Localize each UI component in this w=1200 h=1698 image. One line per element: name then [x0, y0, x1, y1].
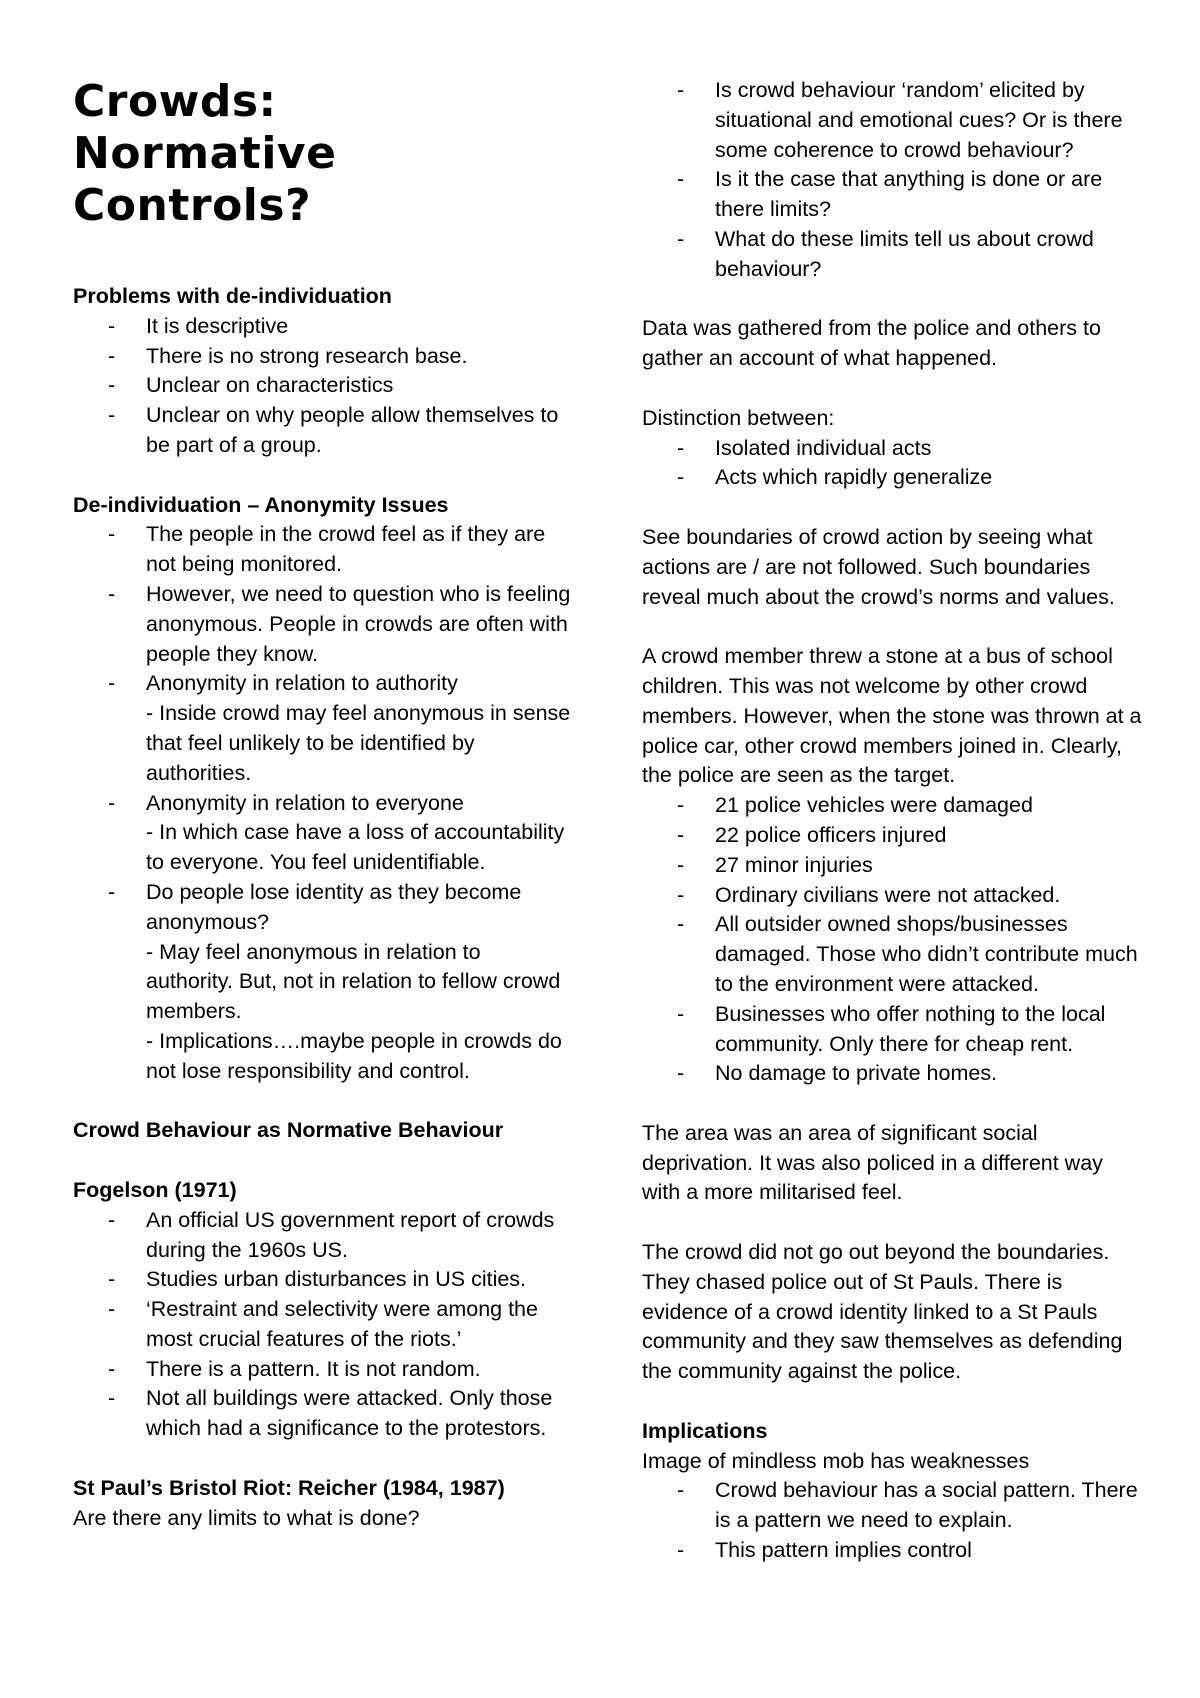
list-item-text: The people in the crowd feel as if they are not being monitored. [146, 522, 546, 577]
bullet-list [642, 1476, 1142, 1565]
list-item-subtext: - Implications….maybe people in crowds do not lose responsibility and control. [146, 1028, 562, 1083]
list-item: - Businesses who offer nothing to the local community. Only there for cheap rent. [715, 1000, 1142, 1060]
list-item: - What do these limits tell us about crowd behaviour? [715, 225, 1142, 285]
bullet-list [642, 76, 1142, 285]
list-item-subtext: - In which case have a loss of accountability to everyone. You feel unidentifiable. [146, 820, 565, 875]
section-heading: Implications [642, 1418, 768, 1443]
list-item [146, 789, 573, 878]
page-title [73, 76, 573, 232]
section-heading: De-individuation – Anonymity Issues [73, 492, 449, 517]
list-item: - Studies urban disturbances in US cities. [146, 1265, 573, 1295]
list-item: - ‘Restraint and selectivity were among the most crucial features of the riots.’ [146, 1295, 573, 1355]
list-item-text: Anonymity in relation to authority [146, 671, 458, 696]
paragraph: Distinction between: [642, 405, 835, 430]
list-item-text: Anonymity in relation to everyone [146, 790, 464, 815]
list-item: - This pattern implies control [715, 1536, 1142, 1566]
paragraph: See boundaries of crowd action by seeing what actions are / are not followed. Such boundaries reveal much about the crowd’s norms and values. [642, 524, 1115, 609]
list-item: - No damage to private homes. [715, 1059, 1142, 1089]
list-item: - 27 minor injuries [715, 851, 1142, 881]
list-item: - It is descriptive [146, 312, 573, 342]
list-item-text: However, we need to question who is feeling anonymous. People in crowds are often with people they know. [146, 581, 571, 666]
paragraph: Data was gathered from the police and others to gather an account of what happened. [642, 316, 1101, 371]
list-item [146, 878, 573, 1087]
right-column [642, 76, 1142, 1566]
title-line: Controls? [73, 180, 312, 231]
list-item [146, 669, 573, 788]
list-item-subtext: - Inside crowd may feel anonymous in sense that feel unlikely to be identified by authorities. [146, 701, 571, 785]
list-item: - There is a pattern. It is not random. [146, 1355, 573, 1385]
title-line: Normative [73, 128, 337, 179]
list-item: - 21 police vehicles were damaged [715, 791, 1142, 821]
list-item [146, 580, 573, 669]
list-item: - All outsider owned shops/businesses damaged. Those who didn’t contribute much to the environment were attacked. [715, 910, 1142, 999]
paragraph: A crowd member threw a stone at a bus of school children. This was not welcome by other crowd members. However, when the stone was thrown at a police car, other crowd members joined in. Clearly, the police are seen as the target. [642, 644, 1142, 788]
list-item: - 22 police officers injured [715, 821, 1142, 851]
paragraph: The area was an area of significant social deprivation. It was also policed in a different way with a more militarised feel. [642, 1120, 1103, 1205]
list-item: - Crowd behaviour has a social pattern. There is a pattern we need to explain. [715, 1476, 1142, 1536]
list-item: - Not all buildings were attacked. Only those which had a significance to the protestors. [146, 1384, 573, 1444]
list-item: - An official US government report of crowds during the 1960s US. [146, 1206, 573, 1266]
list-item-subtext: - May feel anonymous in relation to authority. But, not in relation to fellow crowd members. [146, 939, 561, 1024]
section-heading: St Paul’s Bristol Riot: Reicher (1984, 1987) [73, 1475, 505, 1500]
list-item: - Is crowd behaviour ‘random’ elicited by situational and emotional cues? Or is there some coherence to crowd behaviour? [715, 76, 1142, 165]
section-heading: Problems with de-individuation [73, 284, 392, 308]
list-item [146, 520, 573, 580]
paragraph: The crowd did not go out beyond the boundaries. They chased police out of St Pauls. There is evidence of a crowd identity linked to a St Pauls community and they saw themselves as defending the community against the police. [642, 1240, 1123, 1384]
list-item-text: Do people lose identity as they become anonymous? [146, 879, 522, 934]
paragraph: Image of mindless mob has weaknesses [642, 1448, 1030, 1473]
bullet-list [642, 791, 1142, 1089]
section-heading: Crowd Behaviour as Normative Behaviour [73, 1118, 504, 1143]
list-item: - Is it the case that anything is done or are there limits? [715, 165, 1142, 225]
list-item: - There is no strong research base. [146, 342, 573, 372]
bullet-list [73, 312, 573, 461]
bullet-list [73, 1206, 573, 1444]
left-column [73, 76, 573, 1533]
list-item: - Unclear on why people allow themselves to be part of a group. [146, 401, 573, 461]
section-heading: Fogelson (1971) [73, 1177, 237, 1202]
paragraph: Are there any limits to what is done? [73, 1505, 420, 1530]
list-item: - Unclear on characteristics [146, 371, 573, 401]
bullet-list [73, 520, 573, 1086]
list-item: - Isolated individual acts [715, 434, 1142, 464]
bullet-list [642, 434, 1142, 494]
list-item: - Ordinary civilians were not attacked. [715, 881, 1142, 911]
title-line: Crowds: [73, 76, 277, 127]
list-item: - Acts which rapidly generalize [715, 463, 1142, 493]
